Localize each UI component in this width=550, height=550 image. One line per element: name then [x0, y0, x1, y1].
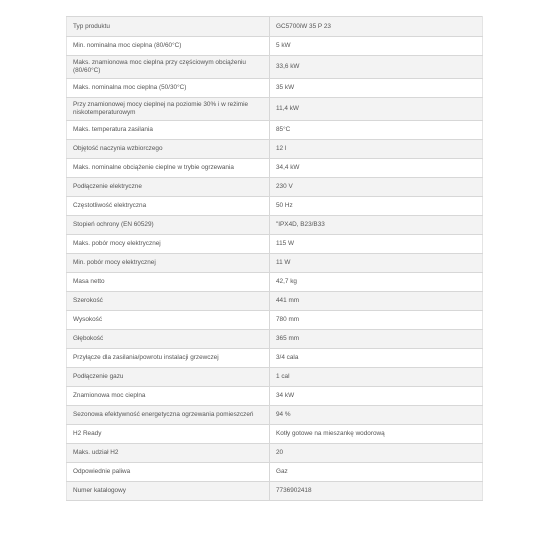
spec-row-max-partial-power	[67, 56, 483, 79]
spec-row-heating-connection	[67, 349, 483, 368]
spec-value: 50 Hz	[270, 197, 483, 216]
spec-value: 441 mm	[270, 292, 483, 311]
spec-label: Przy znamionowej mocy cieplnej na poziomie 30% i w reżimie niskotemperaturowym	[67, 98, 270, 121]
spec-label: Typ produktu	[67, 17, 270, 37]
spec-value: 20	[270, 444, 483, 463]
spec-label: Częstotliwość elektryczna	[67, 197, 270, 216]
spec-label: Maks. udział H2	[67, 444, 270, 463]
spec-value: 11,4 kW	[270, 98, 483, 121]
spec-value: 3/4 cala	[270, 349, 483, 368]
spec-row-electrical-connection	[67, 178, 483, 197]
spec-label: Objętość naczynia wzbiorczego	[67, 140, 270, 159]
spec-label: Podłączenie elektryczne	[67, 178, 270, 197]
spec-label: Maks. nominalna moc cieplna (50/30°C)	[67, 79, 270, 98]
spec-table	[66, 16, 483, 501]
spec-value: Kotły gotowe na mieszankę wodorową	[270, 425, 483, 444]
spec-value: 34,4 kW	[270, 159, 483, 178]
spec-label: Numer katalogowy	[67, 482, 270, 501]
spec-row-gas-connection	[67, 368, 483, 387]
spec-table-container	[66, 16, 482, 501]
spec-value: 230 V	[270, 178, 483, 197]
spec-row-30-percent-power	[67, 98, 483, 121]
spec-row-max-power-50-30	[67, 79, 483, 98]
spec-label: Podłączenie gazu	[67, 368, 270, 387]
spec-row-max-supply-temp	[67, 121, 483, 140]
spec-value: 85°C	[270, 121, 483, 140]
spec-label: Przyłącze dla zasilania/powrotu instalacji grzewczej	[67, 349, 270, 368]
spec-value: 12 l	[270, 140, 483, 159]
spec-row-height	[67, 311, 483, 330]
spec-label: Szerokość	[67, 292, 270, 311]
spec-value: 1 cal	[270, 368, 483, 387]
spec-row-max-power-consumption	[67, 235, 483, 254]
spec-value: 780 mm	[270, 311, 483, 330]
spec-row-min-power	[67, 37, 483, 56]
spec-row-product-type	[67, 17, 483, 37]
spec-value: 11 W	[270, 254, 483, 273]
spec-row-net-weight	[67, 273, 483, 292]
spec-row-suitable-fuels	[67, 463, 483, 482]
spec-label: Odpowiednie paliwa	[67, 463, 270, 482]
spec-value: 42,7 kg	[270, 273, 483, 292]
spec-row-width	[67, 292, 483, 311]
spec-row-min-power-consumption	[67, 254, 483, 273]
spec-label: H2 Ready	[67, 425, 270, 444]
spec-label: Sezonowa efektywność energetyczna ogrzewania pomieszczeń	[67, 406, 270, 425]
spec-label: Stopień ochrony (EN 60529)	[67, 216, 270, 235]
spec-value: 33,6 kW	[270, 56, 483, 79]
spec-label: Maks. temperatura zasilania	[67, 121, 270, 140]
spec-row-max-h2-share	[67, 444, 483, 463]
spec-row-rated-heat-output	[67, 387, 483, 406]
spec-value: GC5700iW 35 P 23	[270, 17, 483, 37]
spec-value: 365 mm	[270, 330, 483, 349]
spec-value: 7736902418	[270, 482, 483, 501]
spec-value: 94 %	[270, 406, 483, 425]
spec-value: Gaz	[270, 463, 483, 482]
spec-label: Maks. znamionowa moc cieplna przy częściowym obciążeniu (80/60°C)	[67, 56, 270, 79]
spec-label: Min. nominalna moc cieplna (80/60°C)	[67, 37, 270, 56]
spec-value: 35 kW	[270, 79, 483, 98]
spec-row-h2-ready	[67, 425, 483, 444]
spec-value: "IPX4D, B23/B33	[270, 216, 483, 235]
spec-row-protection-rating	[67, 216, 483, 235]
spec-row-frequency	[67, 197, 483, 216]
spec-row-catalog-number	[67, 482, 483, 501]
spec-label: Masa netto	[67, 273, 270, 292]
spec-label: Wysokość	[67, 311, 270, 330]
spec-label: Głębokość	[67, 330, 270, 349]
spec-label: Maks. nominalne obciążenie cieplne w trybie ogrzewania	[67, 159, 270, 178]
spec-row-heat-load	[67, 159, 483, 178]
spec-value: 115 W	[270, 235, 483, 254]
spec-value: 5 kW	[270, 37, 483, 56]
spec-row-depth	[67, 330, 483, 349]
spec-row-seasonal-efficiency	[67, 406, 483, 425]
spec-label: Znamionowa moc cieplna	[67, 387, 270, 406]
spec-row-expansion-vessel	[67, 140, 483, 159]
spec-label: Maks. pobór mocy elektrycznej	[67, 235, 270, 254]
spec-label: Min. pobór mocy elektrycznej	[67, 254, 270, 273]
spec-value: 34 kW	[270, 387, 483, 406]
